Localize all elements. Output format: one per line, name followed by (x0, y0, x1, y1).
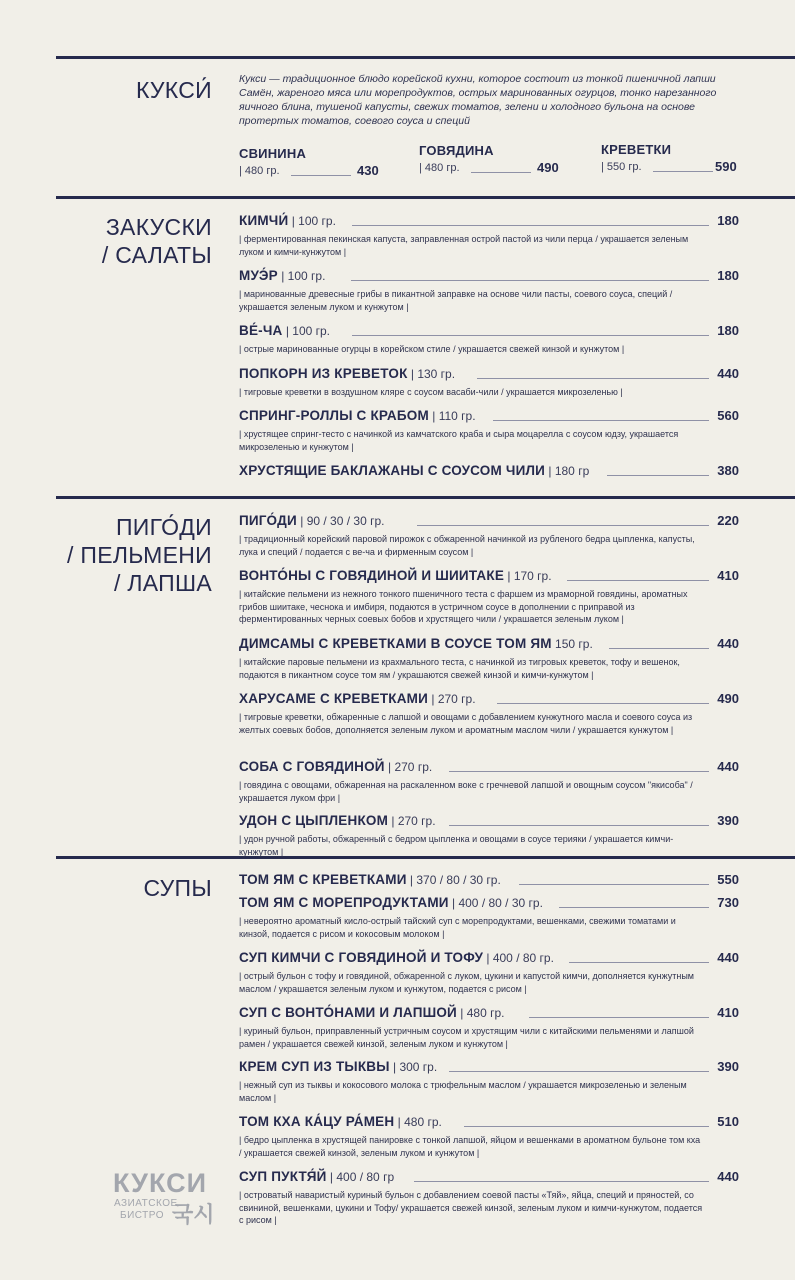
option-weight: | 480 гр. (419, 162, 460, 174)
logo-subtitle: БИСТРО (120, 1210, 164, 1221)
menu-item (239, 871, 739, 889)
item-description: | говядина с овощами, обжаренная на раскаленном воке с гречневой лапшой и овощным соусом "якисоба" / украшается луком фри | (239, 780, 693, 803)
item-name: ТОМ ЯМ С КРЕВЕТКАМИ (239, 872, 407, 887)
item-price: 440 (717, 366, 739, 381)
item-price: 180 (717, 268, 739, 283)
option-name: КРЕВЕТКИ (601, 142, 672, 157)
item-price: 380 (717, 463, 739, 478)
item-weight: | 100 гр. (288, 214, 336, 228)
item-description: | китайские пельмени из нежного тонкого пшеничного теста с фаршем из мраморной говядины, ароматных грибов шиитаке, чеснока и имбиря, подаются в устричном соусе в дополнении с приправой из ферментированных черных соевых бобов и хрустящего чили / украшается зеленым луком | (239, 589, 688, 624)
item-price: 560 (717, 408, 739, 423)
menu-item (239, 1113, 739, 1159)
leader-line (607, 475, 709, 476)
kuksi-option (419, 143, 569, 175)
item-name: СУП КИМЧИ С ГОВЯДИНОЙ И ТОФУ (239, 950, 484, 965)
item-price: 440 (717, 950, 739, 965)
section-title-zakuski (102, 213, 212, 269)
item-price: 390 (717, 1059, 739, 1074)
leader-line (519, 884, 709, 885)
leader-line (351, 280, 709, 281)
title-line: / ПЕЛЬМЕНИ (67, 542, 212, 568)
leader-line (529, 1017, 709, 1018)
menu-item (239, 512, 739, 558)
item-price: 180 (717, 213, 739, 228)
leader-line (569, 962, 709, 963)
option-name: СВИНИНА (239, 146, 307, 161)
item-name: СУП С ВОНТО́НАМИ И ЛАПШОЙ (239, 1005, 457, 1020)
menu-item (239, 812, 739, 858)
kuksi-options (239, 142, 739, 186)
item-price: 220 (717, 513, 739, 528)
item-name: СУП ПУКТЯ́Й (239, 1169, 327, 1184)
leader-line (449, 771, 709, 772)
item-weight: | 400 / 80 гр (326, 1170, 395, 1184)
item-name: УДОН С ЦЫПЛЕНКОМ (239, 813, 389, 828)
item-weight: | 480 гр. (394, 1115, 442, 1129)
item-weight: | 300 гр. (389, 1060, 438, 1074)
item-description: | куриный бульон, приправленный устричным соусом и хрустящим чили с китайскими пельменями и лапшой рамен / украшается свежей кинзой, зеленым луком и кунжутом | (239, 1026, 694, 1049)
menu-item (239, 758, 739, 804)
option-price: 490 (537, 160, 559, 175)
leader-line (352, 335, 709, 336)
leader-line (567, 580, 709, 581)
title-line: ЗАКУСКИ (105, 214, 212, 240)
item-description: | удон ручной работы, обжаренный с бедром цыпленка и овощами в соусе терияки / украшается кимчи-кунжутом | (239, 834, 674, 857)
menu-item (239, 690, 739, 736)
item-description: | хрустящее спринг-тесто с начинкой из камчатского краба и сыра моцарелла с соусом юдзу, украшается микрозеленью и кунжутом | (239, 429, 679, 452)
leader-line (449, 1071, 709, 1072)
item-name: ПОПКОРН ИЗ КРЕВЕТОК (239, 366, 408, 381)
item-name: ХРУСТЯЩИЕ БАКЛАЖАНЫ С СОУСОМ ЧИЛИ (239, 463, 546, 478)
leader-line (291, 175, 351, 176)
item-description: | ферментированная пекинская капуста, заправленная острой пастой из чили перца / украшается зеленым луком и кимчи-кунжутом | (239, 234, 689, 257)
item-description: | нежный суп из тыквы и кокосового молока с трюфельным маслом / украшается микрозеленью и зеленым маслом | (239, 1080, 687, 1103)
menu-item (239, 322, 739, 356)
menu-item (239, 567, 739, 626)
item-weight: | 480 гр. (456, 1006, 505, 1020)
leader-line (497, 703, 709, 704)
item-weight: | 130 гр. (407, 367, 456, 381)
option-weight: | 480 гр. (239, 165, 280, 177)
item-price: 440 (717, 1169, 739, 1184)
item-price: 180 (717, 323, 739, 338)
option-weight: | 550 гр. (601, 161, 642, 173)
brand-logo (110, 1168, 220, 1228)
option-price: 590 (715, 159, 737, 174)
menu-item (239, 1168, 739, 1227)
item-name: СПРИНГ-РОЛЛЫ С КРАБОМ (239, 408, 429, 423)
item-name: ТОМ ЯМ С МОРЕПРОДУКТАМИ (239, 895, 449, 910)
item-description: | традиционный корейский паровой пирожок с обжаренной начинкой из рубленого бедра цыпленка, капусты, лука и специй / подается с ве-ча и фирменным соусом | (239, 534, 695, 557)
menu-item (239, 267, 739, 313)
item-weight: | 170 гр. (504, 569, 552, 583)
item-description: | островатый наваристый куриный бульон с добавлением соевой пасты «Тяй», яйца, специй и пряностей, со свининой, вешенками, цукини и Тофу/ украшается свежей кинзой, зеленым луком и кимчи-кунжутом, подается с рисом | (239, 1190, 703, 1225)
kuksi-intro: Кукси — традиционное блюдо корейской кухни, которое состоит из тонкой пшеничной лапши Самён, жареного мяса или морепродуктов, острых маринованных огурцов, тонко нарезанного яичного блина, тушеной капусты, свежих томатов, зелени и холодного бульона на основе протертых томатов, соевого соуса и специй (239, 73, 717, 127)
item-description: | бедро цыпленка в хрустящей панировке с тонкой лапшой, яйцом и вешенками в ароматном бульоне том кха / украшается свежей кинзой, зеленым луком и кунжутом | (239, 1135, 701, 1158)
logo-subtitle: АЗИАТСКОЕ (114, 1198, 178, 1209)
item-name: ПИГО́ДИ (239, 513, 297, 528)
item-name: ХАРУСАМЕ С КРЕВЕТКАМИ (239, 691, 429, 706)
menu-item (239, 635, 739, 681)
kuksi-intro-block (239, 72, 739, 128)
item-weight: | 270 гр. (428, 692, 476, 706)
item-weight: | 110 гр. (428, 409, 476, 423)
leader-line (417, 525, 709, 526)
item-price: 440 (717, 636, 739, 651)
item-weight: | 400 / 80 / 30 гр. (448, 896, 543, 910)
kuksi-option (239, 146, 389, 178)
menu-item (239, 365, 739, 399)
item-weight: | 270 гр. (388, 814, 436, 828)
item-weight: | 400 / 80 гр. (483, 951, 554, 965)
section-title-pigodi (67, 513, 212, 597)
logo-name: КУКСИ (113, 1168, 207, 1198)
leader-line (493, 420, 709, 421)
section-divider (56, 496, 795, 499)
item-price: 390 (717, 813, 739, 828)
item-weight: | 90 / 30 / 30 гр. (296, 514, 385, 528)
kuksi-option (601, 142, 751, 174)
item-weight: | 180 гр (545, 464, 590, 478)
item-weight: 150 гр. (551, 637, 593, 651)
logo-korean: 국시 (172, 1202, 215, 1227)
item-weight: | 100 гр. (277, 269, 326, 283)
leader-line (471, 172, 531, 173)
item-name: КРЕМ СУП ИЗ ТЫКВЫ (239, 1059, 390, 1074)
item-description: | китайские паровые пельмени из крахмального теста, с начинкой из тигровых креветок, тофу и вешенок, подаются в пикантном соусе том ям / украшаются свежей кинзой и кимчи-кунжутом | (239, 657, 680, 680)
item-name: ВОНТО́НЫ С ГОВЯДИНОЙ И ШИИТАКЕ (239, 568, 505, 583)
item-price: 730 (717, 895, 739, 910)
item-weight: | 270 гр. (384, 760, 433, 774)
option-price: 430 (357, 163, 379, 178)
section-title-kuksi: КУКСИ́ (135, 77, 212, 103)
item-description: | тигровые креветки в воздушном кляре с соусом васаби-чили / украшается микрозеленью | (239, 387, 623, 397)
item-name: СОБА С ГОВЯДИНОЙ (239, 759, 385, 774)
item-description: | острые маринованные огурцы в корейском стиле / украшается свежей кинзой и кунжутом | (239, 344, 625, 354)
section-divider (56, 56, 795, 59)
menu-item (239, 212, 739, 258)
item-name: КИМЧИ́ (239, 213, 289, 228)
item-weight: | 370 / 80 / 30 гр. (406, 873, 501, 887)
menu-item (239, 949, 739, 995)
leader-line (477, 378, 709, 379)
item-name: ТОМ КХА КА́ЦУ РА́МЕН (239, 1114, 395, 1129)
item-price: 550 (717, 872, 739, 887)
title-line: ПИГО́ДИ (115, 514, 212, 540)
section-title-soups: СУПЫ (143, 875, 212, 901)
option-name: ГОВЯДИНА (419, 143, 494, 158)
item-description: | острый бульон с тофу и говядиной, обжаренной с луком, цукини и капустой кимчи, дополняется кунжутным маслом / украшается зеленым луком и кунжутом, подается с рисом | (239, 971, 694, 994)
menu-item (239, 462, 739, 480)
item-price: 410 (717, 568, 739, 583)
leader-line (414, 1181, 709, 1182)
item-price: 490 (717, 691, 739, 706)
title-line: / САЛАТЫ (101, 242, 212, 268)
item-description: | невероятно ароматный кисло-острый тайский суп с морепродуктами, вешенками, свежими томатами и кинзой, подается с рисом и кокосовым молоком | (239, 916, 676, 939)
leader-line (559, 907, 709, 908)
item-description: | тигровые креветки, обжаренные с лапшой и овощами с добавлением кунжутного масла и соевого соуса из желтых соевых бобов, дополняется зеленым луком и ароматным маслом чили / украшается кунжутом | (239, 712, 693, 735)
title-line: / ЛАПША (113, 570, 212, 596)
section-divider (56, 196, 795, 199)
item-name: МУЭ́Р (239, 268, 278, 283)
leader-line (464, 1126, 709, 1127)
item-weight: | 100 гр. (282, 324, 331, 338)
menu-item (239, 1058, 739, 1104)
item-name: ДИМСАМЫ С КРЕВЕТКАМИ В СОУСЕ ТОМ ЯМ (239, 636, 552, 651)
menu-item (239, 407, 739, 453)
menu-item (239, 1004, 739, 1050)
leader-line (609, 648, 709, 649)
leader-line (449, 825, 709, 826)
leader-line (653, 171, 713, 172)
leader-line (352, 225, 709, 226)
item-price: 410 (717, 1005, 739, 1020)
menu-item (239, 894, 739, 940)
item-price: 440 (717, 759, 739, 774)
item-price: 510 (717, 1114, 739, 1129)
item-description: | маринованные древесные грибы в пикантной заправке на основе чили пасты, соевого соуса, специй / украшается зеленым луком и кунжутом | (239, 289, 673, 312)
item-name: ВЕ́-ЧА (239, 323, 283, 338)
